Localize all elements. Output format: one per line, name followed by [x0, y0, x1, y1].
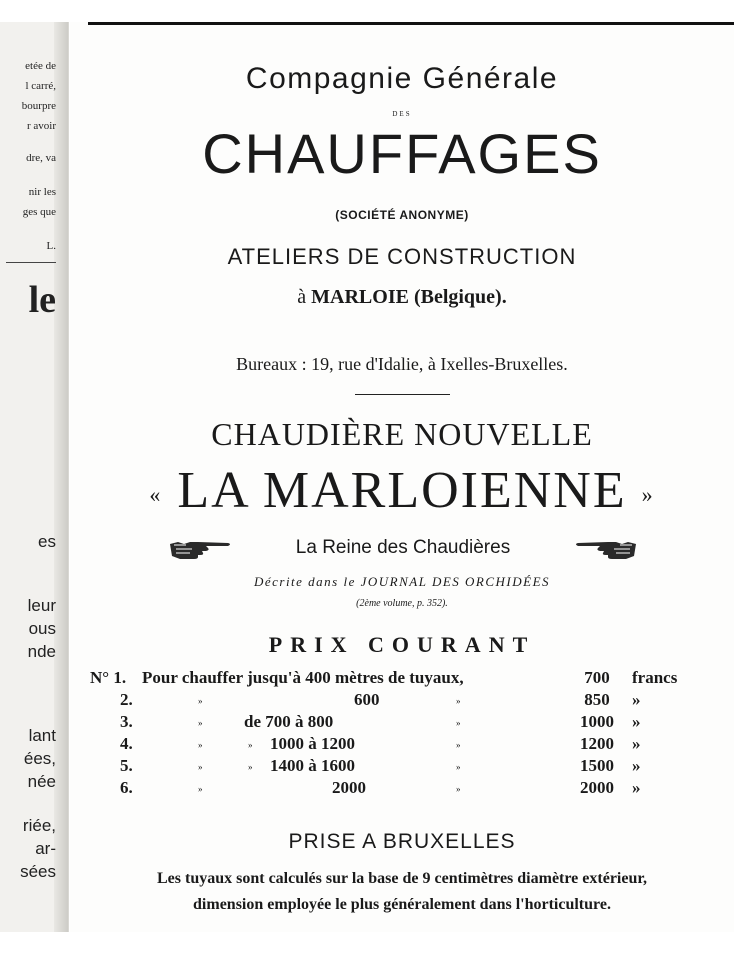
adjacent-text-fragment: r avoir	[26, 120, 56, 132]
row-amount: 2000	[580, 778, 614, 797]
adjacent-text-fragment: ous	[28, 619, 56, 638]
row-number: 2.	[120, 690, 133, 709]
ditto-mark: »	[198, 784, 203, 794]
row-unit: »	[632, 690, 641, 709]
row-number: 4.	[120, 734, 133, 753]
ditto-mark: »	[456, 784, 461, 794]
location-line	[70, 286, 734, 309]
adjacent-text-fragment: nir les	[28, 186, 56, 198]
ditto-mark: »	[198, 762, 203, 772]
ditto-mark: »	[248, 762, 253, 772]
adjacent-text-fragment: ées,	[23, 749, 56, 768]
row-amount: 700	[584, 668, 610, 687]
price-row	[70, 756, 734, 778]
adjacent-rule	[6, 262, 56, 263]
row-description: 1400 à 1600	[270, 756, 355, 775]
ditto-mark: »	[456, 762, 461, 772]
product-name-line	[70, 462, 734, 519]
price-row	[70, 668, 734, 690]
ditto-mark: »	[248, 740, 253, 750]
adjacent-page-edge	[0, 22, 69, 932]
location-name: MARLOIE (Belgique).	[311, 286, 507, 308]
adjacent-text-fragment: riée,	[22, 816, 56, 835]
bureaux-address: Bureaux : 19, rue d'Idalie, à Ixelles-Bruxelles.	[236, 354, 568, 374]
advertisement-page	[70, 22, 734, 932]
adjacent-text-fragment: née	[27, 772, 56, 791]
footer-note-line-2: dimension employée le plus généralement dans l'horticulture.	[193, 896, 611, 913]
adjacent-text-fragment: etée de	[25, 60, 56, 72]
row-amount: 1500	[580, 756, 614, 775]
quote-open: «	[149, 481, 163, 507]
row-number: 6.	[120, 778, 133, 797]
price-row	[70, 734, 734, 756]
row-description: 600	[354, 690, 380, 709]
adjacent-text-fragment: leur	[27, 596, 56, 615]
ditto-mark: »	[456, 740, 461, 750]
pointing-hand-left-icon	[572, 534, 638, 562]
product-name: LA MARLOIENNE	[177, 462, 627, 519]
price-list-title: PRIX COURANT	[268, 632, 536, 657]
tagline: La Reine des Chaudières	[295, 537, 511, 558]
adjacent-text-fragment: ar-	[35, 839, 56, 858]
row-description: Pour chauffer jusqu'à 400 mètres de tuyaux,	[142, 668, 464, 687]
ateliers-heading: ATELIERS DE CONSTRUCTION	[227, 244, 577, 269]
row-amount: 1200	[580, 734, 614, 753]
adjacent-text-fragment: lant	[28, 726, 56, 745]
price-row	[70, 712, 734, 734]
ditto-mark: »	[456, 718, 461, 728]
adjacent-text-fragment: dre, va	[26, 152, 56, 164]
company-line: Compagnie Générale	[245, 62, 559, 95]
company-name: CHAUFFAGES	[202, 122, 602, 185]
row-unit: »	[632, 734, 641, 753]
adjacent-text-fragment: L.	[46, 240, 56, 252]
price-row	[70, 778, 734, 800]
ditto-mark: »	[198, 718, 203, 728]
price-row	[70, 690, 734, 712]
adjacent-text-fragment: sées	[20, 862, 56, 881]
company-type: (SOCIÉTÉ ANONYME)	[335, 208, 469, 222]
row-description: 2000	[332, 778, 366, 797]
row-number: N° 1.	[90, 668, 127, 687]
adjacent-text-fragment: l carré,	[25, 80, 56, 92]
adjacent-heading-fragment: le	[28, 279, 56, 321]
ditto-mark: »	[198, 740, 203, 750]
location-prefix: à	[297, 286, 307, 308]
row-amount: 1000	[580, 712, 614, 731]
top-rule	[88, 22, 734, 25]
row-number: 5.	[120, 756, 133, 775]
product-line: CHAUDIÈRE NOUVELLE	[211, 416, 593, 452]
adjacent-text-fragment: es	[38, 532, 56, 551]
volume-reference: (2ème volume, p. 352).	[356, 598, 448, 609]
row-number: 3.	[120, 712, 133, 731]
row-amount: 850	[584, 690, 610, 709]
row-unit: »	[632, 756, 641, 775]
tagline-row	[168, 534, 638, 564]
ditto-mark: »	[456, 696, 461, 706]
described-line: Décrite dans le JOURNAL DES ORCHIDÉES	[253, 574, 551, 589]
prise-heading: PRISE A BRUXELLES	[288, 830, 516, 853]
ditto-mark: »	[198, 696, 203, 706]
row-description: de 700 à 800	[244, 712, 334, 731]
page-gutter-shadow	[54, 22, 69, 932]
quote-close: »	[641, 481, 655, 507]
footer-note-line-1: Les tuyaux sont calculés sur la base de 9 centimètres diamètre extérieur,	[156, 870, 647, 887]
row-unit: »	[632, 778, 641, 797]
company-des: DES	[392, 110, 412, 118]
adjacent-text-fragment: bourpre	[21, 100, 56, 112]
divider-rule	[355, 394, 450, 395]
adjacent-text-fragment: nde	[27, 642, 56, 661]
row-unit: »	[632, 712, 641, 731]
adjacent-text-fragment: ges que	[22, 206, 56, 218]
row-description: 1000 à 1200	[270, 734, 355, 753]
row-unit: francs	[632, 668, 678, 687]
